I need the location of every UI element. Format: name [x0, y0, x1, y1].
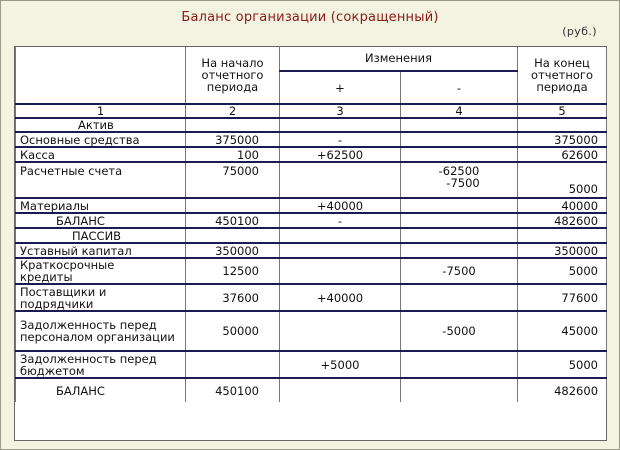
- row-label: Поставщики и подрядчики: [16, 284, 186, 311]
- table-row: [16, 118, 607, 132]
- header-start-period: На начало отчетного периода: [186, 47, 280, 104]
- row-label: Касса: [16, 147, 186, 162]
- row-start: 37600: [186, 284, 280, 311]
- currency-unit: (руб.): [562, 25, 597, 38]
- row-end: 5000: [518, 351, 607, 378]
- header-end-period: На конец отчетного периода: [518, 47, 607, 104]
- row-minus: [401, 198, 518, 213]
- row-end: 482600: [518, 213, 607, 228]
- table-row: [16, 228, 607, 243]
- row-end: 350000: [518, 243, 607, 258]
- row-minus: [401, 228, 518, 243]
- row-end: 5000: [518, 162, 607, 198]
- row-start: [186, 228, 280, 243]
- row-plus: -: [280, 213, 401, 228]
- row-end: 40000: [518, 198, 607, 213]
- table-row: [16, 213, 607, 228]
- row-plus: [280, 243, 401, 258]
- page-title: Баланс организации (сокращенный): [181, 10, 439, 25]
- row-end: [518, 228, 607, 243]
- row-plus: +40000: [280, 198, 401, 213]
- row-minus: [401, 147, 518, 162]
- table-row: [16, 378, 607, 402]
- row-plus: [280, 162, 401, 198]
- table-row: [16, 147, 607, 162]
- row-start: [186, 118, 280, 132]
- header-minus: -: [401, 71, 518, 104]
- row-start: [186, 351, 280, 378]
- row-end: 62600: [518, 147, 607, 162]
- row-minus-cell: [401, 162, 518, 198]
- colnum-2: 2: [186, 104, 280, 118]
- row-label: БАЛАНС: [16, 378, 186, 402]
- row-label: Актив: [16, 118, 186, 132]
- header-label-empty: [16, 47, 186, 104]
- row-end: 482600: [518, 378, 607, 402]
- balance-table: [15, 47, 607, 402]
- table-row: [16, 243, 607, 258]
- row-plus: +40000: [280, 284, 401, 311]
- row-end: 45000: [518, 311, 607, 351]
- row-start: 75000: [186, 162, 280, 198]
- row-end: 5000: [518, 258, 607, 284]
- row-minus: [401, 378, 518, 402]
- colnum-1: 1: [16, 104, 186, 118]
- colnum-3: 3: [280, 104, 401, 118]
- colnum-4: 4: [401, 104, 518, 118]
- header-changes: Изменения: [280, 47, 518, 71]
- row-minus-second: -7500: [446, 176, 480, 190]
- table-row: [16, 351, 607, 378]
- row-start: [186, 198, 280, 213]
- header-plus: +: [280, 71, 401, 104]
- row-minus: [401, 284, 518, 311]
- table-row: [16, 132, 607, 147]
- row-minus: [401, 351, 518, 378]
- row-end: 375000: [518, 132, 607, 147]
- row-end: [518, 118, 607, 132]
- row-plus: +5000: [280, 351, 401, 378]
- row-plus: [280, 311, 401, 351]
- row-minus: [401, 213, 518, 228]
- row-minus: [401, 118, 518, 132]
- row-start: 375000: [186, 132, 280, 147]
- row-minus: -7500: [401, 258, 518, 284]
- row-label: Материалы: [16, 198, 186, 213]
- row-end: 77600: [518, 284, 607, 311]
- table-row: [16, 284, 607, 311]
- row-start: 350000: [186, 243, 280, 258]
- row-start: 450100: [186, 213, 280, 228]
- table-row: [16, 162, 607, 198]
- row-label: БАЛАНС: [16, 213, 186, 228]
- row-label: Уставный капитал: [16, 243, 186, 258]
- row-label: ПАССИВ: [16, 228, 186, 243]
- table-row: [16, 311, 607, 351]
- row-label: Основные средства: [16, 132, 186, 147]
- table-row: [16, 198, 607, 213]
- row-label: Расчетные счета: [16, 162, 186, 198]
- row-minus: -62500: [438, 164, 480, 178]
- row-start: 50000: [186, 311, 280, 351]
- row-minus: [401, 132, 518, 147]
- row-minus: -5000: [401, 311, 518, 351]
- row-label: Задолженность перед персоналом организации: [16, 311, 186, 351]
- row-plus: [280, 118, 401, 132]
- row-label: Краткосрочные кредиты: [16, 258, 186, 284]
- table-row: [16, 258, 607, 284]
- balance-table-container: [14, 46, 607, 441]
- row-minus: [401, 243, 518, 258]
- row-start: 100: [186, 147, 280, 162]
- row-start: 12500: [186, 258, 280, 284]
- row-plus: [280, 378, 401, 402]
- colnum-5: 5: [518, 104, 607, 118]
- row-plus: +62500: [280, 147, 401, 162]
- row-plus: [280, 228, 401, 243]
- row-plus: [280, 258, 401, 284]
- row-start: 450100: [186, 378, 280, 402]
- row-label: Задолженность перед бюджетом: [16, 351, 186, 378]
- row-plus: -: [280, 132, 401, 147]
